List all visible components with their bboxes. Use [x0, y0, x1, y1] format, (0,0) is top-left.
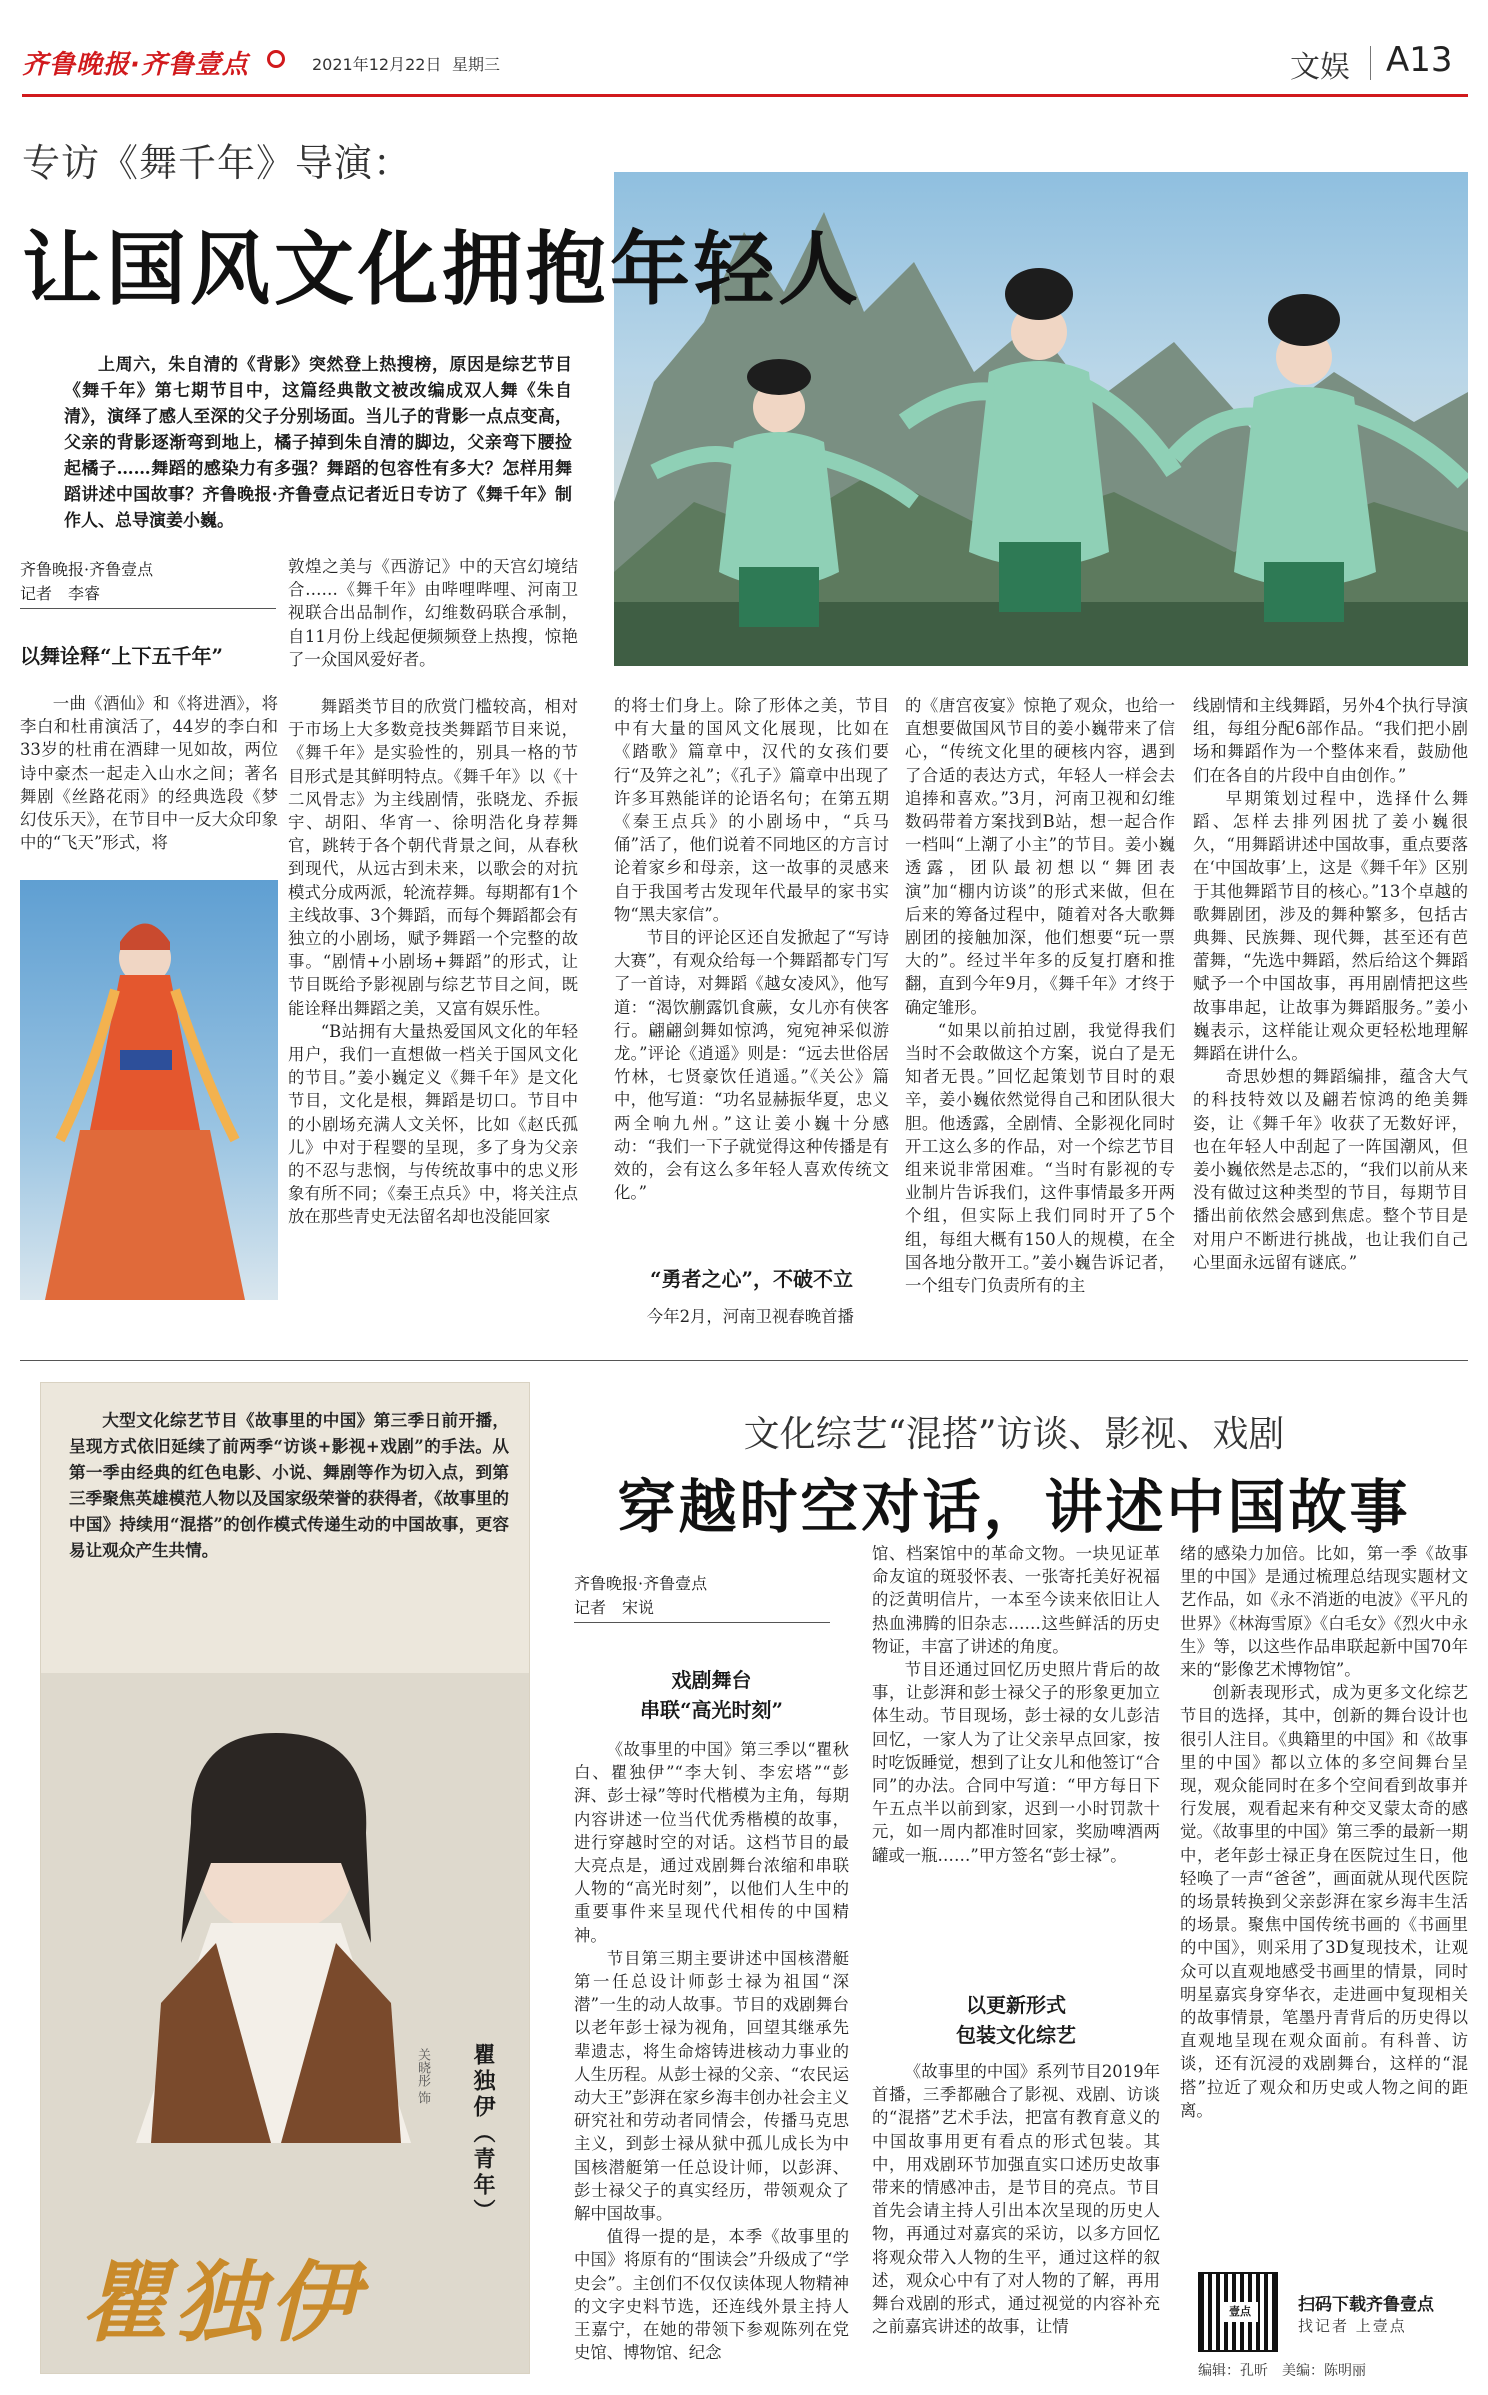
byline-reporter: 记者 李睿	[20, 582, 276, 609]
article1-column-2b	[288, 695, 578, 1229]
paragraph: 线剧情和主线舞蹈，另外4个执行导演组，每组分配6部作品。“我们把小剧场和舞蹈作为一个整体来看，鼓励他们在各自的片段中自由创作。”	[1193, 696, 1468, 785]
paragraph: 的《唐宫夜宴》惊艳了观众，也给一直想要做国风节目的姜小巍带来了信心，“传统文化里的硬核内容，遇到了合适的表达方式，年轻人一样会去追捧和喜欢。”3月，河南卫视和幻维数码带着方案找到B站，想一起合作一档叫“上潮了小主”的节目。姜小巍透露，团队最初想以“舞团表演”加“棚内访谈”的形式来做，但在后来的筹备过程中，随着对各大歌舞剧团的接触加深，他们想要“玩一票大的”。经过半年多的反复打磨和推翻，直到今年9月，《舞千年》才终于确定雏形。	[905, 696, 1175, 1017]
article2-column-3	[1180, 1542, 1468, 2122]
article1-column-3	[614, 694, 889, 1204]
paragraph: 敦煌之美与《西游记》中的天宫幻境结合……《舞千年》由哔哩哔哩、河南卫视联合出品制作，幻维数码联合承制，自11月份上线起便频频登上热搜，惊艳了一众国风爱好者。	[288, 557, 578, 669]
qr-code-icon[interactable]	[1198, 2272, 1278, 2352]
qr-center-label: 壹点	[1222, 2302, 1258, 2322]
subhead-line: 戏剧舞台	[671, 1668, 752, 1692]
issue-date: 2021年12月22日	[312, 55, 442, 74]
article2-side-lead: 大型文化综艺节目《故事里的中国》第三季日前开播，呈现方式依旧延续了前两季“访谈+影视+戏剧”的手法。从第一季由经典的红色电影、小说、舞剧等作为切入点，到第三季聚焦英雄模范人物以及国家级荣誉的获得者，《故事里的中国》持续用“混搭”的创作模式传递生动的中国故事，更容易让观众产生共情。	[69, 1410, 509, 1560]
paragraph: 创新表现形式，成为更多文化综艺节目的选择，其中，创新的舞台设计也很引人注目。《典籍里的中国》和《故事里的中国》都以立体的多空间舞台呈现，观众能同时在多个空间看到故事并行发展，观看起来有种交叉蒙太奇的感觉。《故事里的中国》第三季的最新一期中，老年彭士禄正身在医院过生日，他轻唤了一声“爸爸”，画面就从现代医院的场景转换到父亲彭湃在家乡海丰生活的场景。聚焦中国传统书画的《书画里的中国》，则采用了3D复现技术，让观众可以直观地感受书画里的情景，同时明星嘉宾身穿华衣，走进画中复现相关的故事情景，笔墨丹青背后的历史得以直观地呈现在观众面前。有科普、访谈，还有沉浸的戏剧舞台，这样的“混搭”拉近了观众和历史或人物之间的距离。	[1180, 1683, 1468, 2120]
poster-actor: 关晓彤 饰	[415, 2048, 430, 2105]
article2-byline	[574, 1572, 830, 1623]
article1-subhead-1: 以舞诠释“上下五千年”	[20, 644, 224, 668]
subhead-line: 包装文化综艺	[956, 2023, 1076, 2047]
article1-headline: 让国风文化拥抱年轻人	[22, 222, 862, 316]
paragraph: 今年2月，河南卫视春晚首播	[646, 1307, 854, 1326]
issue-weekday: 星期三	[452, 55, 501, 74]
poster-calligraphy-title: 瞿独伊	[81, 2250, 364, 2354]
byline-reporter: 记者 宋说	[574, 1596, 830, 1623]
paragraph: 节目的评论区还自发掀起了“写诗大赛”，有观众给每一个舞蹈都专门写了一首诗，对舞蹈《越女凌风》，他写道：“渴饮蒯露饥食蕨，女儿亦有侠客行。翩翩剑舞如惊鸿，宛宛神采似游龙。”评论《逍遥》则是：“远去世俗居竹林，七贤豪饮任逍遥。”《关公》篇中，他写道：“功名显赫振华夏，忠义两全响九州。”这让姜小巍十分感动：“我们一下子就觉得这种传播是有效的，会有这么多年轻人喜欢传统文化。”	[614, 928, 889, 1203]
paragraph: 早期策划过程中，选择什么舞蹈、怎样去排列困扰了姜小巍很久，“用舞蹈讲述中国故事，重点要落在‘中国故事’上，这是《舞千年》区别于其他舞蹈节目的核心。”13个卓越的歌舞剧团，涉及的舞种繁多，包括古典舞、民族舞、现代舞，甚至还有芭蕾舞，“先选中舞蹈，然后给这个舞蹈赋予一个中国故事，再用剧情把这些故事串起，让故事为舞蹈服务。”姜小巍表示，这样能让观众更轻松地理解舞蹈在讲什么。	[1193, 788, 1468, 1064]
article2-column-2	[872, 1542, 1160, 1867]
costume-illustration	[20, 880, 278, 1300]
article-separator	[20, 1360, 1468, 1361]
paragraph: 《故事里的中国》系列节目2019年首播，三季都融合了影视、戏剧、访谈的“混搭”艺术手法，把富有教育意义的中国故事用更有看点的形式包装。其中，用戏剧环节加强直实口述历史故事带来的情感冲击，是节目的亮点。节目首先会请主持人引出本次呈现的历史人物，再通过对嘉宾的采访，以多方回忆将观众带入人物的生平，通过这样的叙述，观众心中有了对人物的了解，再用舞台戏剧的形式，通过视觉的内容补充之前嘉宾讲述的故事，让情	[872, 2062, 1160, 2337]
poster-actor-caption	[413, 2048, 432, 2104]
article2-column-1	[574, 1738, 849, 2364]
article1-column-5	[1193, 694, 1468, 1274]
qr-caption	[1298, 2290, 1468, 2336]
subhead-line: 串联“高光时刻”	[639, 1698, 783, 1722]
article1-column-4	[905, 694, 1175, 1297]
article1-subhead-2: “勇者之心”，不破不立	[649, 1267, 853, 1291]
paragraph: 的将士们身上。除了形体之美，节目中有大量的国风文化展现，比如在《踏歌》篇章中，汉代的女孩们要行“及笄之礼”；《孔子》篇章中出现了许多耳熟能详的论语名句；在第五期《秦王点兵》的小剧场中，“兵马俑”活了，他们说着不同地区的方言讨论着家乡和母亲，这一故事的灵感来自于我国考古发现年代最早的家书实物“黑夫家信”。	[614, 696, 889, 924]
article2-kicker: 文化综艺“混搭”访谈、影视、戏剧	[743, 1414, 1285, 1455]
paragraph: 节目还通过回忆历史照片背后的故事，让彭湃和彭士禄父子的形象更加立体生动。节目现场，彭士禄的女儿彭洁回忆，一家人为了让父亲早点回家，按时吃饭睡觉，想到了让女儿和他签订“合同”的办法。合同中写道：“甲方每日下午五点半以前到家，迟到一小时罚款十元，如一周内都准时回家，奖励啤酒两罐或一瓶……”甲方签名“彭士禄”。	[872, 1660, 1160, 1865]
article1-column-3-end	[614, 1305, 889, 1328]
page-number: A13	[1386, 40, 1453, 80]
poster-illustration	[41, 1383, 530, 2374]
editor-credits: 编辑：孔昕 美编：陈明丽	[1198, 2363, 1366, 2379]
paragraph: 馆、档案馆中的革命文物。一块见证革命友谊的斑驳怀表、一张寄托美好祝福的泛黄明信片，一本至今读来依旧让人热血沸腾的旧杂志……这些鲜活的历史物证，丰富了讲述的角度。	[872, 1544, 1160, 1656]
header-rule	[22, 94, 1468, 97]
poster-role: 瞿独伊（青年）	[470, 2043, 496, 2225]
paragraph: 值得一提的是，本季《故事里的中国》将原有的“围读会”升级成了“学史会”。主创们不仅仅读体现人物精神的文字史料节选，还连线外景主持人王嘉宁，在她的带领下参观陈列在党史馆、博物馆、纪念	[574, 2227, 849, 2363]
byline-org: 齐鲁晚报·齐鲁壹点	[574, 1574, 708, 1593]
article1-column-2	[288, 555, 578, 671]
newspaper-logo: 齐鲁晚报·齐鲁壹点	[22, 50, 249, 80]
paragraph: 绪的感染力加倍。比如，第一季《故事里的中国》是通过梳理总结现实题材文艺作品，如《永不消逝的电波》《平凡的世界》《林海雪原》《白毛女》《烈火中永生》等，以这些作品串联起新中国70年来的“影像艺术博物馆”。	[1180, 1544, 1468, 1680]
paragraph: 《故事里的中国》第三季以“瞿秋白、瞿独伊”“李大钊、李宏塔”“彭湃、彭士禄”等时代楷模为主角，每期内容讲述一位当代优秀楷模的故事，进行穿越时空的对话。这档节目的最大亮点是，通过戏剧舞台浓缩和串联人物的“高光时刻”，以他们人生中的重要事件来呈现代代相传的中国精神。	[574, 1740, 849, 1945]
section-divider	[1370, 46, 1371, 80]
paragraph: 节目第三期主要讲述中国核潜艇第一任总设计师彭士禄为祖国“深潜”一生的动人故事。节目的戏剧舞台以老年彭士禄为视角，回望其继承先辈遗志，将生命熔铸进核动力事业的人生历程。从彭士禄的父亲、“农民运动大王”彭湃在家乡海丰创办社会主义研究社和劳动者同情会，传播马克思主义，到彭士禄从狱中孤儿成长为中国核潜艇第一任总设计师，以彭湃、彭士禄父子的真实经历，带领观众了解中国故事。	[574, 1948, 849, 2224]
article1-lead: 上周六，朱自清的《背影》突然登上热搜榜，原因是综艺节目《舞千年》第七期节目中，这篇经典散文被改编成双人舞《朱自清》，演绎了感人至深的父子分别场面。当儿子的背影一点点变高，父亲的背影逐渐弯到地上，橘子掉到朱自清的脚边，父亲弯下腰捡起橘子……舞蹈的感染力有多强？舞蹈的包容性有多大？怎样用舞蹈讲述中国故事？齐鲁晚报·齐鲁壹点记者近日专访了《舞千年》制作人、总导演姜小巍。	[64, 355, 572, 531]
article2-subhead-1	[574, 1665, 849, 1725]
paragraph: 奇思妙想的舞蹈编排，蕴含大气的科技特效以及翩若惊鸿的绝美舞姿，让《舞千年》收获了无数好评，也在年轻人中刮起了一阵国潮风，但姜小巍依然是忐忑的，“我们以前从来没有做过这种类型的节目，每期节目播出前依然会感到焦虑。整个节目是对用户不断进行挑战，也让我们自己心里面永远留有谜底。”	[1193, 1067, 1468, 1272]
qr-subtitle: 找记者 上壹点	[1298, 2317, 1407, 2335]
paragraph: “如果以前拍过剧，我觉得我们当时不会敢做这个方案，说白了是无知者无畏。”回忆起策划节目时的艰辛，姜小巍依然觉得自己和团队很大胆。他透露，全剧情、全影视化同时开工这么多的作品，对一个综艺节目组来说非常困难。“当时有影视的专业制片告诉我们，这件事情最多开两个组，但实际上我们同时开了5个组，每组大概有150人的规模，在全国各地分散开工。”姜小巍告诉记者，一个组专门负责所有的主	[905, 1020, 1175, 1296]
poster-role-caption	[439, 2043, 499, 2225]
paragraph: 舞蹈类节目的欣赏门槛较高，相对于市场上大多数竞技类舞蹈节目来说，《舞千年》是实验性的，别具一格的节目形式是其鲜明特点。《舞千年》以《十二风骨志》为主线剧情，张晓龙、乔振宇、胡阳、华宵一、徐明浩化身荐舞官，跳转于各个朝代背景之间，从春秋到现代，从远古到未来，以歌会的对抗模式分成两派，轮流荐舞。每期都有1个主线故事、3个舞蹈，而每个舞蹈都会有独立的小剧场，赋予舞蹈一个完整的故事。“剧情+小剧场+舞蹈”的形式，让节目既给予影视剧与综艺节目之间，既能诠释出舞蹈之美，又富有娱乐性。	[288, 697, 578, 1018]
byline-org: 齐鲁晚报·齐鲁壹点	[20, 560, 154, 579]
article2-subhead-2	[872, 1990, 1160, 2050]
article1-column-1	[20, 692, 278, 854]
section-name: 文娱	[1290, 50, 1350, 85]
article1-kicker: 专访《舞千年》导演：	[22, 141, 413, 185]
costume-dancer-photo	[20, 880, 278, 1300]
subhead-line: 以更新形式	[966, 1993, 1066, 2017]
qilu-logo-icon	[267, 50, 285, 68]
paragraph: 一曲《酒仙》和《将进酒》，将李白和杜甫演活了，44岁的李白和33岁的杜甫在酒肆一见如故，两位诗中豪杰一起走入山水之间；著名舞剧《丝路花雨》的经典选段《梦幻伎乐天》，在节目中一反大众印象中的“飞天”形式，将	[20, 694, 278, 853]
drama-poster	[40, 1382, 530, 2374]
article2-column-2-after	[872, 2060, 1160, 2338]
paragraph: “B站拥有大量热爱国风文化的年轻用户，我们一直想做一档关于国风文化的节目。”姜小巍定义《舞千年》是文化节目，文化是根，舞蹈是切口。节目中的小剧场充满人文关怀，比如《赵氏孤儿》中对于程婴的呈现，多了身为父亲的不忍与悲悯，与传统故事中的忠义形象有所不同；《秦王点兵》中，将关注点放在那些青史无法留名却也没能回家	[288, 1021, 578, 1227]
qr-title: 扫码下载齐鲁壹点	[1298, 2295, 1434, 2315]
masthead	[22, 36, 1468, 96]
article2-headline: 穿越时空对话，讲述中国故事	[617, 1473, 1411, 1541]
article1-byline	[20, 558, 276, 609]
